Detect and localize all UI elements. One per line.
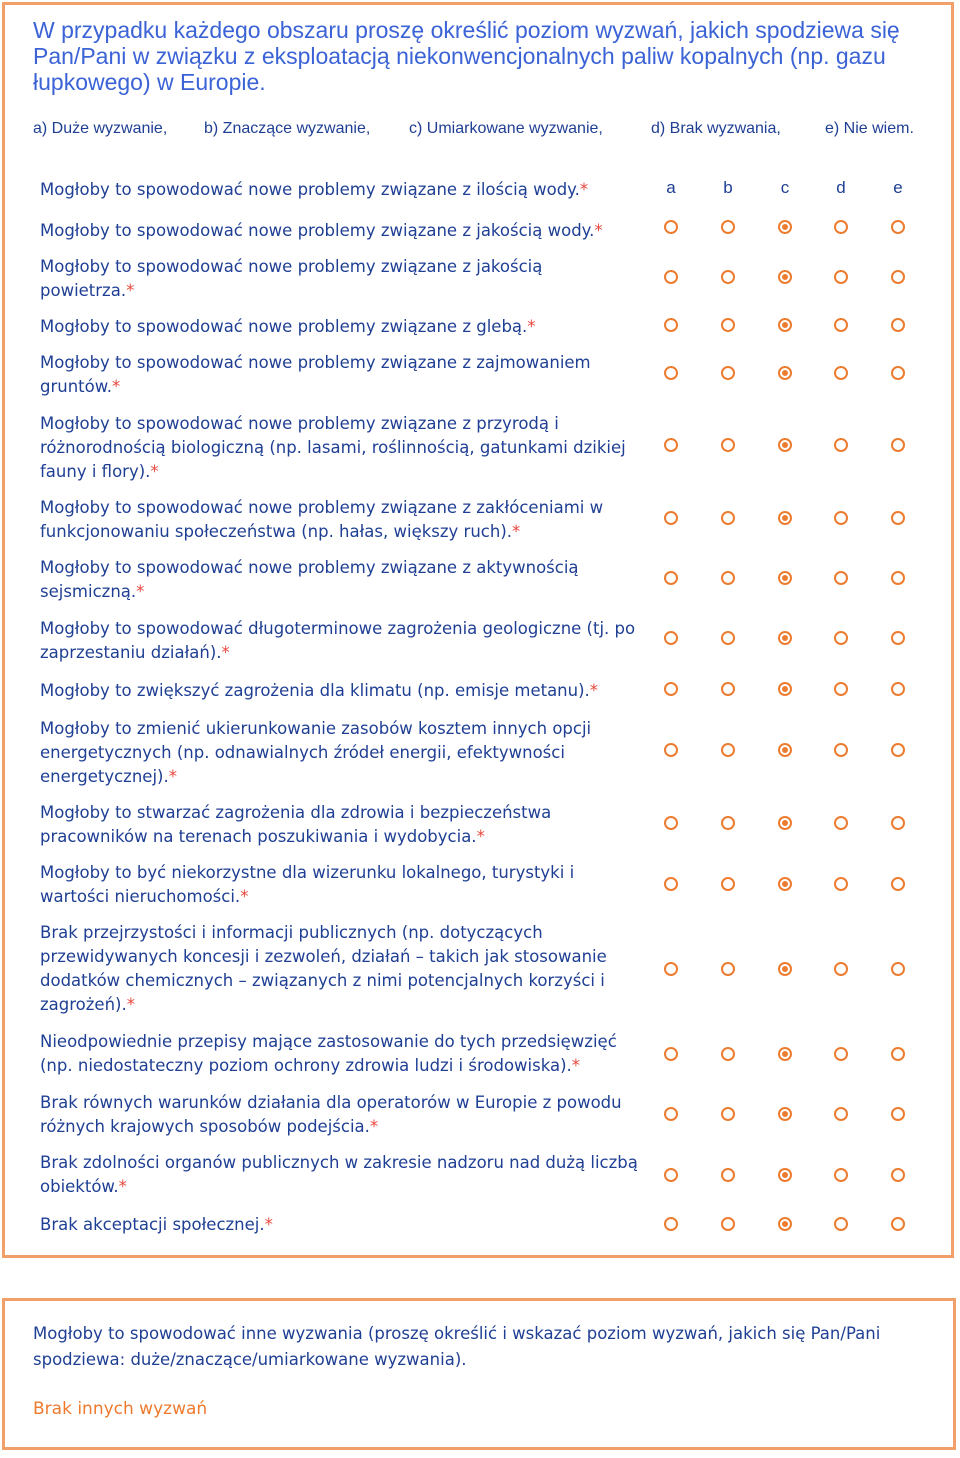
question-6-radio-b[interactable] bbox=[721, 438, 735, 452]
question-13-radio-a[interactable] bbox=[664, 877, 678, 891]
question-7-radio-b[interactable] bbox=[721, 511, 735, 525]
question-4-text bbox=[40, 315, 640, 339]
question-2-text bbox=[40, 219, 640, 243]
question-11-radio-b[interactable] bbox=[721, 743, 735, 757]
question-18-text bbox=[40, 1213, 640, 1237]
column-header-b: b bbox=[723, 178, 733, 197]
question-14-text bbox=[40, 921, 640, 1017]
question-14-radio-c[interactable] bbox=[778, 962, 792, 976]
question-8-text bbox=[40, 556, 640, 604]
required-asterisk: * bbox=[512, 522, 521, 541]
question-2-radio-c[interactable] bbox=[778, 220, 792, 234]
question-7-radio-c[interactable] bbox=[778, 511, 792, 525]
question-text: Brak zdolności organów publicznych w zakresie nadzoru nad dużą liczbą obiektów. bbox=[40, 1153, 638, 1196]
question-text: Mogłoby to być niekorzystne dla wizerunku lokalnego, turystyki i wartości nieruchomości. bbox=[40, 863, 575, 906]
option-b-label: b) Znaczące wyzwanie, bbox=[204, 120, 371, 137]
question-4-radio-b[interactable] bbox=[721, 318, 735, 332]
question-18-radio-a[interactable] bbox=[664, 1217, 678, 1231]
question-12-text bbox=[40, 801, 640, 849]
question-14-radio-e[interactable] bbox=[891, 962, 905, 976]
required-asterisk: * bbox=[126, 995, 135, 1014]
question-text: Brak równych warunków działania dla operatorów w Europie z powodu różnych krajowych sposobów podejścia. bbox=[40, 1093, 622, 1136]
question-4-radio-d[interactable] bbox=[834, 318, 848, 332]
question-9-radio-e[interactable] bbox=[891, 631, 905, 645]
question-13-radio-b[interactable] bbox=[721, 877, 735, 891]
question-17-radio-d[interactable] bbox=[834, 1168, 848, 1182]
question-6-radio-d[interactable] bbox=[834, 438, 848, 452]
required-asterisk: * bbox=[240, 887, 249, 906]
question-10-radio-a[interactable] bbox=[664, 682, 678, 696]
question-15-radio-a[interactable] bbox=[664, 1047, 678, 1061]
question-text: Mogłoby to spowodować nowe problemy związane z jakością wody. bbox=[40, 221, 595, 240]
question-16-radio-a[interactable] bbox=[664, 1107, 678, 1121]
question-10-radio-d[interactable] bbox=[834, 682, 848, 696]
question-16-radio-b[interactable] bbox=[721, 1107, 735, 1121]
question-10-text bbox=[40, 679, 640, 703]
question-3-radio-b[interactable] bbox=[721, 270, 735, 284]
option-e-label: e) Nie wiem. bbox=[825, 120, 914, 137]
question-14-radio-d[interactable] bbox=[834, 962, 848, 976]
required-asterisk: * bbox=[527, 317, 536, 336]
question-2-radio-e[interactable] bbox=[891, 220, 905, 234]
required-asterisk: * bbox=[136, 582, 145, 601]
question-9-text bbox=[40, 617, 640, 665]
question-17-radio-c[interactable] bbox=[778, 1168, 792, 1182]
question-17-radio-e[interactable] bbox=[891, 1168, 905, 1182]
question-17-text bbox=[40, 1151, 640, 1199]
required-asterisk: * bbox=[579, 180, 589, 199]
question-15-radio-c[interactable] bbox=[778, 1047, 792, 1061]
required-asterisk: * bbox=[264, 1215, 273, 1234]
question-text: Brak akceptacji społecznej. bbox=[40, 1215, 265, 1234]
question-18-radio-b[interactable] bbox=[721, 1217, 735, 1231]
question-text: Mogłoby to spowodować nowe problemy związane z glebą. bbox=[40, 317, 528, 336]
question-8-radio-e[interactable] bbox=[891, 571, 905, 585]
question-12-radio-c[interactable] bbox=[778, 816, 792, 830]
question-text: Mogłoby to spowodować długoterminowe zagrożenia geologiczne (tj. po zaprzestaniu działań). bbox=[40, 619, 636, 662]
column-header-c: c bbox=[780, 178, 790, 197]
question-5-radio-d[interactable] bbox=[834, 366, 848, 380]
question-3-text bbox=[40, 255, 640, 303]
option-a-label: a) Duże wyzwanie, bbox=[33, 120, 168, 137]
question-text: Mogłoby to spowodować nowe problemy związane z zajmowaniem gruntów. bbox=[40, 353, 591, 396]
question-18-radio-e[interactable] bbox=[891, 1217, 905, 1231]
question-text: Mogłoby to stwarzać zagrożenia dla zdrowia i bezpieczeństwa pracowników na terenach poszukiwania i wydobycia. bbox=[40, 803, 552, 846]
required-asterisk: * bbox=[111, 377, 121, 396]
question-4-radio-e[interactable] bbox=[891, 318, 905, 332]
question-3-radio-a[interactable] bbox=[664, 270, 678, 284]
question-16-radio-d[interactable] bbox=[834, 1107, 848, 1121]
question-16-radio-c[interactable] bbox=[778, 1107, 792, 1121]
question-18-radio-d[interactable] bbox=[834, 1217, 848, 1231]
question-11-radio-e[interactable] bbox=[891, 743, 905, 757]
question-7-radio-e[interactable] bbox=[891, 511, 905, 525]
required-asterisk: * bbox=[150, 462, 159, 481]
question-3-radio-d[interactable] bbox=[834, 270, 848, 284]
other-challenges-answer: Brak innych wyzwań bbox=[33, 1399, 208, 1419]
question-4-radio-c[interactable] bbox=[778, 318, 792, 332]
option-c-label: c) Umiarkowane wyzwanie, bbox=[409, 120, 603, 137]
required-asterisk: * bbox=[369, 1117, 379, 1136]
question-8-radio-c[interactable] bbox=[778, 571, 792, 585]
question-11-radio-c[interactable] bbox=[778, 743, 792, 757]
required-asterisk: * bbox=[168, 767, 177, 786]
question-13-text bbox=[40, 861, 640, 909]
required-asterisk: * bbox=[589, 681, 599, 700]
question-12-radio-b[interactable] bbox=[721, 816, 735, 830]
question-text: Mogłoby to spowodować nowe problemy związane z jakością powietrza. bbox=[40, 257, 543, 300]
question-11-text bbox=[40, 717, 640, 789]
question-11-radio-a[interactable] bbox=[664, 743, 678, 757]
question-text: Brak przejrzystości i informacji publicznych (np. dotyczących przewidywanych koncesji i zezwoleń, działań – takich jak stosowanie dodatków chemicznych – związanych z nimi potencjalnych korzyści i zagrożeń). bbox=[40, 923, 607, 1014]
question-9-radio-b[interactable] bbox=[721, 631, 735, 645]
question-1-text bbox=[40, 178, 640, 202]
question-text: Mogłoby to spowodować nowe problemy związane z zakłóceniami w funkcjonowaniu społeczeństwa (np. hałas, większy ruch). bbox=[40, 498, 604, 541]
question-5-radio-e[interactable] bbox=[891, 366, 905, 380]
question-7-radio-a[interactable] bbox=[664, 511, 678, 525]
question-9-radio-d[interactable] bbox=[834, 631, 848, 645]
required-asterisk: * bbox=[118, 1177, 127, 1196]
question-text: Mogłoby to spowodować nowe problemy związane z aktywnością sejsmiczną. bbox=[40, 558, 579, 601]
question-17-radio-b[interactable] bbox=[721, 1168, 735, 1182]
question-5-radio-b[interactable] bbox=[721, 366, 735, 380]
question-16-text bbox=[40, 1091, 640, 1139]
question-3-radio-e[interactable] bbox=[891, 270, 905, 284]
question-7-radio-d[interactable] bbox=[834, 511, 848, 525]
question-15-radio-e[interactable] bbox=[891, 1047, 905, 1061]
question-8-radio-d[interactable] bbox=[834, 571, 848, 585]
question-5-radio-a[interactable] bbox=[664, 366, 678, 380]
required-asterisk: * bbox=[476, 827, 485, 846]
question-12-radio-a[interactable] bbox=[664, 816, 678, 830]
question-text: Nieodpowiednie przepisy mające zastosowanie do tych przedsięwzięć (np. niedostateczny poziom ochrony zdrowia ludzi i środowiska). bbox=[40, 1032, 617, 1075]
question-14-radio-b[interactable] bbox=[721, 962, 735, 976]
required-asterisk: * bbox=[571, 1056, 581, 1075]
question-2-radio-d[interactable] bbox=[834, 220, 848, 234]
question-10-radio-b[interactable] bbox=[721, 682, 735, 696]
required-asterisk: * bbox=[126, 281, 135, 300]
question-4-radio-a[interactable] bbox=[664, 318, 678, 332]
question-6-text bbox=[40, 412, 640, 484]
required-asterisk: * bbox=[594, 221, 603, 240]
column-header-e: e bbox=[893, 178, 903, 197]
question-15-radio-d[interactable] bbox=[834, 1047, 848, 1061]
question-2-radio-a[interactable] bbox=[664, 220, 678, 234]
question-9-radio-c[interactable] bbox=[778, 631, 792, 645]
question-7-text bbox=[40, 496, 640, 544]
survey-title: W przypadku każdego obszaru proszę określić poziom wyzwań, jakich spodziewa się Pan/Pani w związku z eksploatacją niekonwencjonalnych paliw kopalnych (np. gazu łupkowego) w Europie. bbox=[33, 17, 900, 95]
question-11-radio-d[interactable] bbox=[834, 743, 848, 757]
question-text: Mogłoby to zwiększyć zagrożenia dla klimatu (np. emisje metanu). bbox=[40, 681, 590, 700]
question-13-radio-d[interactable] bbox=[834, 877, 848, 891]
question-8-radio-b[interactable] bbox=[721, 571, 735, 585]
question-14-radio-a[interactable] bbox=[664, 962, 678, 976]
question-text: Mogłoby to zmienić ukierunkowanie zasobów kosztem innych opcji energetycznych (np. odnawialnych źródeł energii, efektywności energetycznej). bbox=[40, 719, 592, 786]
question-2-radio-b[interactable] bbox=[721, 220, 735, 234]
question-15-text bbox=[40, 1030, 640, 1078]
question-9-radio-a[interactable] bbox=[664, 631, 678, 645]
question-15-radio-b[interactable] bbox=[721, 1047, 735, 1061]
question-12-radio-d[interactable] bbox=[834, 816, 848, 830]
question-18-radio-c[interactable] bbox=[778, 1217, 792, 1231]
question-10-radio-c[interactable] bbox=[778, 682, 792, 696]
other-challenges-prompt: Mogłoby to spowodować inne wyzwania (proszę określić i wskazać poziom wyzwań, jakich się Pan/Pani spodziewa: duże/znaczące/umiarkowane wyzwania). bbox=[33, 1324, 881, 1369]
question-6-radio-a[interactable] bbox=[664, 438, 678, 452]
question-17-radio-a[interactable] bbox=[664, 1168, 678, 1182]
question-10-radio-e[interactable] bbox=[891, 682, 905, 696]
required-asterisk: * bbox=[221, 643, 230, 662]
column-header-a: a bbox=[666, 178, 676, 197]
question-text: Mogłoby to spowodować nowe problemy związane z ilością wody. bbox=[40, 180, 580, 199]
question-12-radio-e[interactable] bbox=[891, 816, 905, 830]
question-13-radio-c[interactable] bbox=[778, 877, 792, 891]
question-13-radio-e[interactable] bbox=[891, 877, 905, 891]
question-6-radio-c[interactable] bbox=[778, 438, 792, 452]
question-text: Mogłoby to spowodować nowe problemy związane z przyrodą i różnorodnością biologiczną (np. lasami, roślinnością, gatunkami dzikiej fauny i flory). bbox=[40, 414, 626, 481]
column-header-d: d bbox=[836, 178, 846, 197]
question-6-radio-e[interactable] bbox=[891, 438, 905, 452]
question-5-text bbox=[40, 351, 640, 399]
question-8-radio-a[interactable] bbox=[664, 571, 678, 585]
option-d-label: d) Brak wyzwania, bbox=[651, 120, 781, 137]
question-5-radio-c[interactable] bbox=[778, 366, 792, 380]
question-16-radio-e[interactable] bbox=[891, 1107, 905, 1121]
question-3-radio-c[interactable] bbox=[778, 270, 792, 284]
